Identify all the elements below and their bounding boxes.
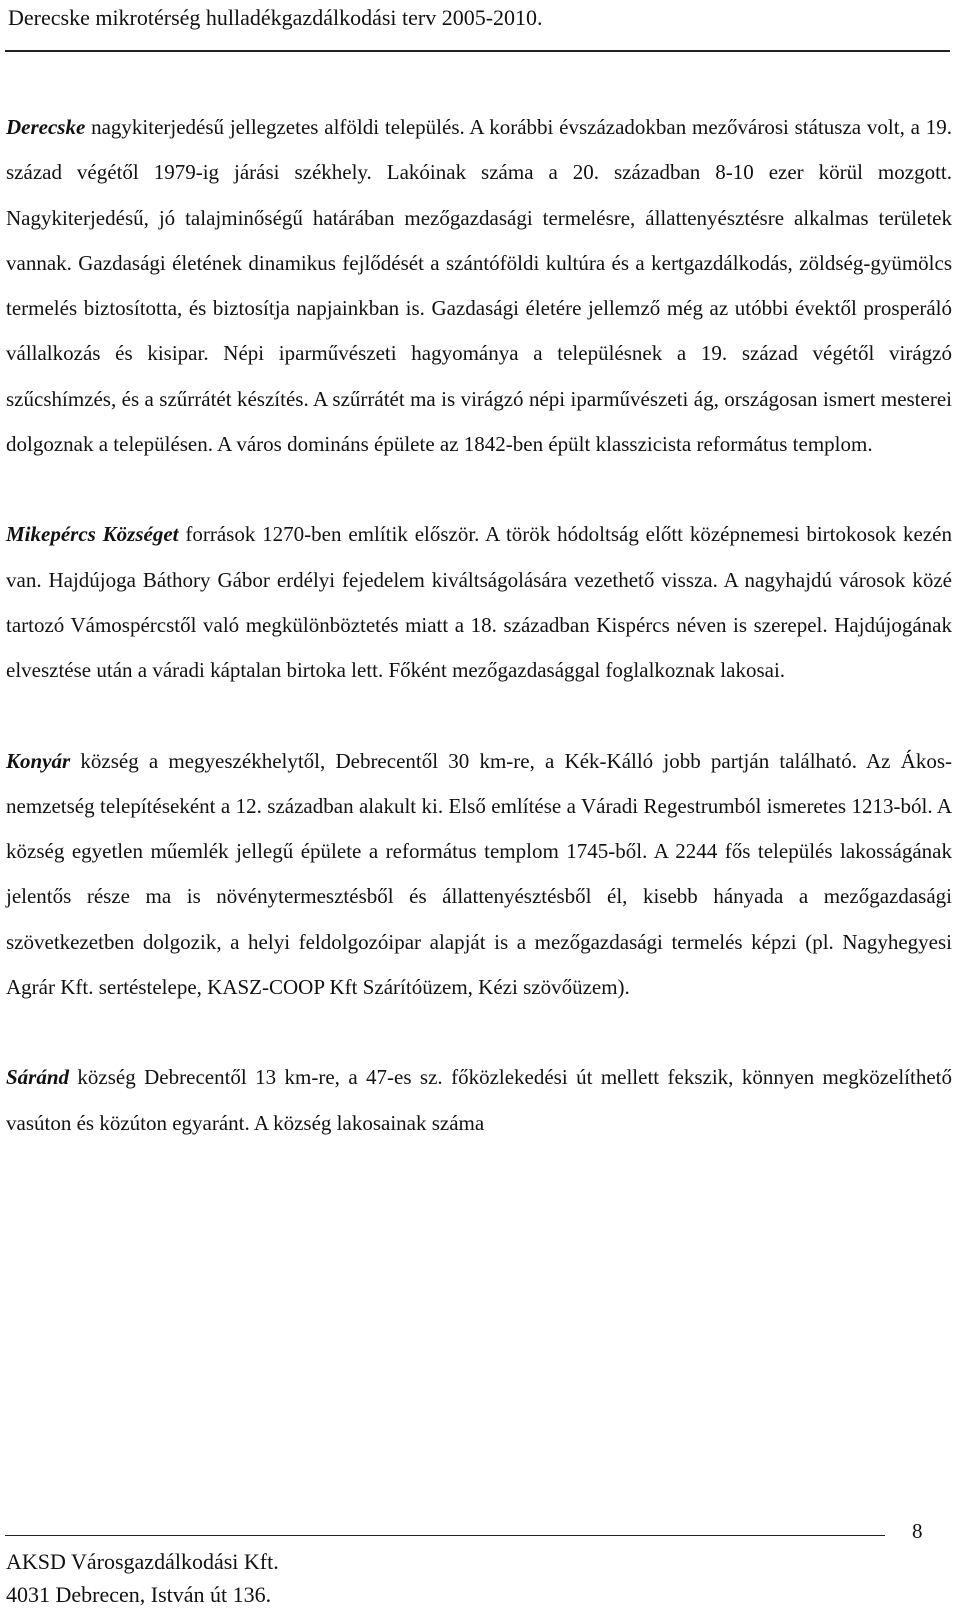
document-body [6,105,952,1191]
paragraph-text-derecske: nagykiterjedésű jellegzetes alföldi település. A korábbi évszázadokban mezővárosi státusza volt, a 19. század végétől 1979-ig járási székhely. Lakóinak száma a 20. században 8-10 ezer körül mozgott. Nagykiterjedésű, jó talajminőségű határában mezőgazdasági termelésre, állattenyésztésre alkalmas területek vannak. Gazdasági életének dinamikus fejlődését a szántóföldi kultúra és a kertgazdálkodás, zöldség-gyümölcs termelés biztosította, és biztosítja napjainkban is. Gazdasági életére jellemző még az utóbbi évektől prosperáló vállalkozás és kisipar. Népi iparművészeti hagyománya a településnek a 19. század végétől virágzó szűcshímzés, és a szűrrátét készítés. A szűrrátét ma is virágzó népi iparművészeti ág, országosan ismert mesterei dolgoznak a településen. A város domináns épülete az 1842-ben épült klasszicista református templom. [6,115,952,457]
paragraph-lead-mikepercs: Mikepércs Községet [6,522,179,547]
paragraph-text-mikepercs: források 1270-ben említik először. A török hódoltság előtt középnemesi birtokosok kezén van. Hajdújoga Báthory Gábor erdélyi fejedelem kiváltságolására vezethető vissza. A nagyhajdú városok közé tartozó Vámospércstől való megkülönböztetés miatt a 18. században Kispércs néven is szerepel. Hajdújogának elvesztése után a váradi káptalan birtoka lett. Főként mezőgazdasággal foglalkoznak lakosai. [6,522,952,683]
paragraph-text-sarand: község Debrecentől 13 km-re, a 47-es sz. főközlekedési út mellett fekszik, könnyen megközelíthető vasúton és közúton egyaránt. A község lakosainak száma [6,1065,952,1135]
paragraph-mikepercs [6,512,952,693]
header-divider [5,50,950,52]
paragraph-lead-derecske: Derecske [6,115,86,139]
page-number: 8 [912,1519,923,1543]
footer-company: AKSD Városgazdálkodási Kft. [6,1549,279,1574]
paragraph-sarand [6,1055,952,1146]
footer-divider [5,1535,885,1536]
paragraph-lead-sarand: Sáránd [6,1065,70,1090]
footer-address: 4031 Debrecen, István út 136. [6,1582,272,1607]
paragraph-konyar [6,739,952,1011]
document-header: Derecske mikrotérség hulladékgazdálkodási terv 2005-2010. [8,5,543,30]
paragraph-text-konyar: község a megyeszékhelytől, Debrecentől 30 km-re, a Kék-Kálló jobb partján található. Az Ákos-nemzetség telepítéseként a 12. században alakult ki. Első említése a Váradi Regestrumból ismeretes 1213-ból. A község egyetlen műemlék jellegű épülete a református templom 1745-ből. A 2244 fős település lakosságának jelentős része ma is növénytermesztésből és állattenyésztésből él, kisebb hányada a mezőgazdasági szövetkezetben dolgozik, a helyi feldolgozóipar alapját is a mezőgazdasági termelés képzi (pl. Nagyhegyesi Agrár Kft. sertéstelepe, KASZ-COOP Kft Szárítóüzem, Kézi szövőüzem). [6,748,952,1000]
paragraph-derecske [6,105,952,467]
paragraph-lead-konyar: Konyár [6,748,71,773]
